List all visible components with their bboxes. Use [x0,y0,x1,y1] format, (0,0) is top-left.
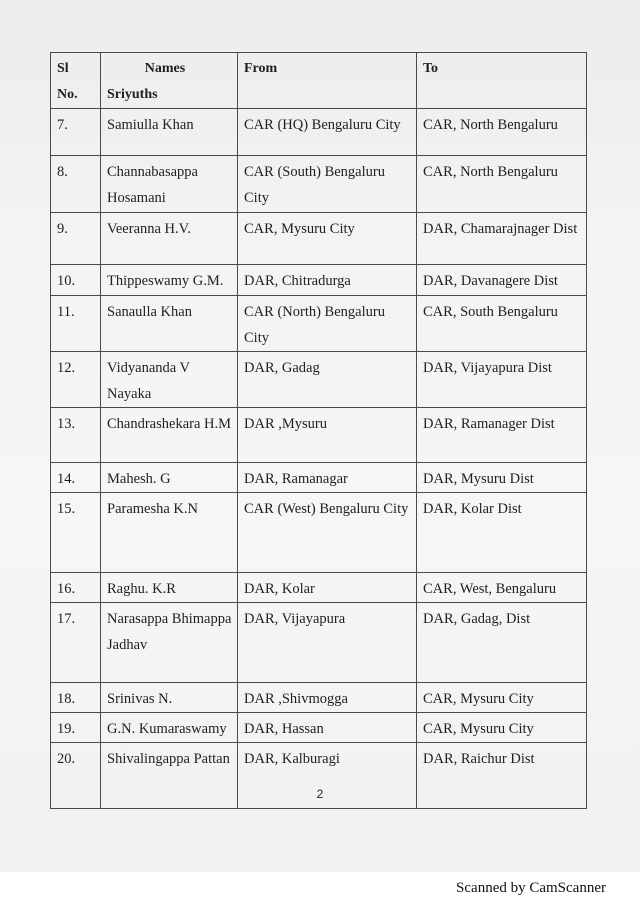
row-name: Srinivas N. [101,683,238,713]
row-to: DAR, Raichur Dist [417,743,587,809]
row-sl-no: 14. [51,463,101,493]
row-name: Sanaulla Khan [101,296,238,352]
row-sl-no: 17. [51,603,101,683]
row-from: CAR (West) Bengaluru City [238,493,417,573]
row-to: DAR, Chamarajnager Dist [417,213,587,265]
table-row [51,408,587,463]
row-name: Vidyananda V Nayaka [101,352,238,408]
row-from: DAR, Kolar [238,573,417,603]
table-row [51,463,587,493]
row-to: DAR, Ramanager Dist [417,408,587,463]
row-to: CAR, Mysuru City [417,713,587,743]
row-sl-no: 13. [51,408,101,463]
row-from: CAR (North) Bengaluru City [238,296,417,352]
row-name: Chandrashekara H.M [101,408,238,463]
row-from: CAR, Mysuru City [238,213,417,265]
table-row [51,713,587,743]
table-row [51,265,587,296]
row-to: CAR, North Bengaluru [417,109,587,156]
page-number: 2 [316,787,324,801]
table-row [51,296,587,352]
row-from: DAR, Vijayapura [238,603,417,683]
row-sl-no: 16. [51,573,101,603]
row-sl-no: 7. [51,109,101,156]
header-sl-no [51,53,101,109]
table-row [51,109,587,156]
header-from: From [238,53,417,109]
row-to: DAR, Mysuru Dist [417,463,587,493]
row-sl-no: 10. [51,265,101,296]
table-row [51,213,587,265]
row-from: DAR, Hassan [238,713,417,743]
row-sl-no: 11. [51,296,101,352]
header-sl-line1: Sl [57,61,69,76]
header-names [101,53,238,109]
transfer-table [50,52,587,809]
table-row [51,156,587,213]
row-name: Paramesha K.N [101,493,238,573]
row-sl-no: 9. [51,213,101,265]
row-sl-no: 20. [51,743,101,809]
table-row [51,683,587,713]
row-from: CAR (HQ) Bengaluru City [238,109,417,156]
header-names-line1: Names [144,61,186,76]
row-name: Channabasappa Hosamani [101,156,238,213]
table-row [51,352,587,408]
row-sl-no: 18. [51,683,101,713]
row-to: DAR, Davanagere Dist [417,265,587,296]
row-from: DAR, Ramanagar [238,463,417,493]
row-from: DAR, Gadag [238,352,417,408]
row-from: CAR (South) Bengaluru City [238,156,417,213]
header-sl-line2: No. [57,87,78,102]
row-name: Mahesh. G [101,463,238,493]
row-sl-no: 19. [51,713,101,743]
table-row [51,493,587,573]
row-sl-no: 12. [51,352,101,408]
table-row [51,603,587,683]
header-to: To [417,53,587,109]
row-name: G.N. Kumaraswamy [101,713,238,743]
row-sl-no: 15. [51,493,101,573]
row-from: DAR ,Mysuru [238,408,417,463]
row-name: Thippeswamy G.M. [101,265,238,296]
header-row [51,53,587,109]
row-name: Veeranna H.V. [101,213,238,265]
scanner-watermark: Scanned by CamScanner [456,880,606,896]
table-row [51,573,587,603]
row-to: CAR, West, Bengaluru [417,573,587,603]
row-sl-no: 8. [51,156,101,213]
row-name: Samiulla Khan [101,109,238,156]
row-to: CAR, Mysuru City [417,683,587,713]
row-from: DAR ,Shivmogga [238,683,417,713]
row-name: Narasappa Bhimappa Jadhav [101,603,238,683]
row-to: DAR, Gadag, Dist [417,603,587,683]
row-to: CAR, South Bengaluru [417,296,587,352]
row-from: DAR, Kalburagi [238,743,417,809]
header-names-line2: Sriyuths [107,87,158,102]
row-from: DAR, Chitradurga [238,265,417,296]
row-name: Raghu. K.R [101,573,238,603]
row-to: DAR, Vijayapura Dist [417,352,587,408]
row-name: Shivalingappa Pattan [101,743,238,809]
row-to: CAR, North Bengaluru [417,156,587,213]
row-to: DAR, Kolar Dist [417,493,587,573]
